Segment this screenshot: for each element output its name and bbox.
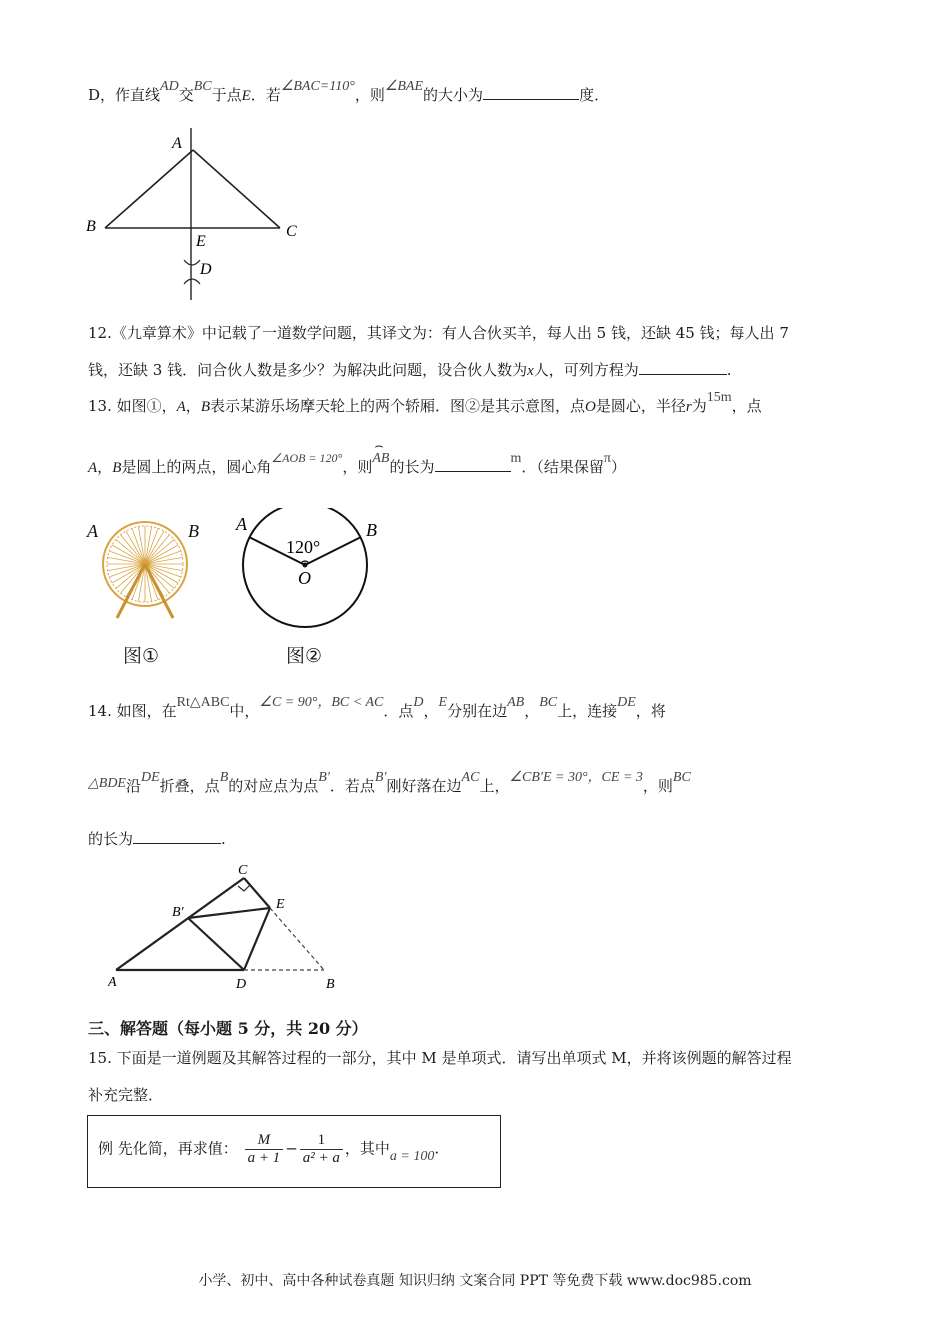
q14-l2c: DE: [141, 770, 160, 785]
q11-label-b: B: [86, 218, 96, 235]
q14-l2j: 刚好落在边: [386, 777, 462, 795]
q12-line2a: 钱，还缺 3 钱．问合伙人数是多少？为解决此问题，设合伙人数为: [88, 361, 528, 379]
q13-unit: m: [510, 451, 522, 466]
q13-o: O: [585, 399, 596, 415]
q14-line1: [88, 695, 666, 721]
example-value: a = 100: [389, 1148, 435, 1164]
q13-l1b: 表示某游乐场摩天轮上的两个轿厢．图②是其示意图，点: [209, 397, 585, 415]
q13-line2: [88, 438, 626, 477]
page-footer: 小学、初中、高中各种试卷真题 知识归纳 文案合同 PPT 等免费下载 www.doc985.com: [198, 1273, 752, 1289]
q14-l2n: ，则: [642, 777, 673, 795]
q11-bc: BC: [193, 79, 212, 94]
q14-l3end: .: [221, 830, 226, 848]
q14-l2b: 沿: [125, 777, 141, 795]
q11-angle: ∠BAC=110°: [280, 79, 355, 94]
fig2-caption: 图②: [286, 645, 323, 667]
q14-p6: ，: [524, 702, 540, 720]
q13-l1d: 为: [691, 397, 707, 415]
example-end: .: [434, 1139, 440, 1158]
q11-label-a: A: [172, 135, 182, 152]
fig2-angle: 120°: [286, 537, 321, 557]
q11-ad: AD: [160, 79, 179, 94]
q11-p3: 于点: [211, 86, 242, 104]
q14-line2: [88, 770, 691, 796]
q14-d: D: [413, 695, 424, 710]
q11-p4: ．若: [250, 86, 281, 104]
q13-circle-figure: [230, 508, 390, 638]
q13-b2: B: [112, 460, 122, 476]
q11-p5: ，则: [354, 86, 385, 104]
q13-comma2: ，: [97, 458, 113, 476]
q12-line2b: 人，可列方程为: [533, 361, 639, 379]
q14-l2g: B′: [318, 770, 330, 785]
q13-line1: [88, 390, 762, 416]
q13-l2a: 是圆上的两点，圆心角: [121, 458, 272, 476]
q13-l1c: 是圆心，半径: [595, 397, 686, 415]
fig1-label-b: B: [188, 521, 199, 541]
q12-line2: [88, 359, 732, 380]
q14-l2k: AC: [461, 770, 480, 785]
q13-comma: ，: [185, 397, 201, 415]
q14-de: DE: [617, 695, 636, 710]
q14-e: E: [438, 695, 448, 710]
fraction-m-num: M: [245, 1132, 284, 1150]
fraction-m-den: a + 1: [247, 1150, 281, 1166]
q13-radius: 15m: [706, 390, 732, 405]
q14-bc: BC: [539, 695, 558, 710]
q14-fig-a: A: [108, 975, 117, 990]
q14-cond: ∠C = 90°，BC < AC: [259, 695, 384, 710]
q13-arc-mark: ⌢: [374, 438, 384, 454]
q14-fig-bp: B′: [172, 905, 184, 920]
q14-l2d: 折叠，点: [159, 777, 220, 795]
fig2-label-a: A: [236, 514, 247, 534]
q11-text: [88, 79, 610, 105]
q13-arc: AB: [372, 451, 390, 466]
q13-angle: ∠AOB = 120°: [271, 451, 343, 465]
q13-answer-blank[interactable]: [435, 457, 511, 472]
fraction-one-den: a² + a: [302, 1150, 340, 1166]
q14-line3: [88, 828, 226, 849]
q12-line2c: .: [726, 361, 732, 379]
q14-l2a: △BDE: [88, 776, 126, 791]
q14-p7: 上，连接: [557, 702, 618, 720]
q13-pi: π: [603, 451, 611, 466]
minus-sign: −: [285, 1139, 298, 1158]
q14-l2e: B: [219, 770, 229, 785]
fig1-label-a: A: [87, 521, 98, 541]
q14-answer-blank[interactable]: [133, 829, 221, 844]
ferris-wheel-image: [85, 512, 215, 627]
q13-l1e: ，点: [731, 397, 762, 415]
q14-p2: 中，: [229, 702, 260, 720]
q13-r: r: [685, 399, 692, 415]
q12-x: x: [527, 363, 534, 379]
q11-label-c: C: [286, 223, 297, 240]
example-prefix: 例 先化简，再求值：: [98, 1139, 238, 1158]
q14-l3: 的长为: [88, 830, 134, 848]
example-box: [87, 1115, 501, 1188]
q12-line1: 12.《九章算术》中记载了一道数学问题，其译文为：有人合伙买羊，每人出 5 钱，还缺 45 钱；每人出 7: [88, 324, 789, 342]
q13-l2d: ．（结果保留: [521, 458, 604, 476]
q13-a: A: [176, 399, 186, 415]
q14-p5: 分别在边: [447, 702, 508, 720]
fig2-label-o: O: [298, 568, 311, 588]
q11-p7: 度．: [579, 86, 610, 104]
q14-ab: AB: [507, 695, 525, 710]
q14-fig-b: B: [326, 977, 335, 992]
q15-line1: 15. 下面是一道例题及其解答过程的一部分，其中 M 是单项式．请写出单项式 M，并将该例题的解答过程: [88, 1049, 792, 1067]
q14-l2i: B′: [374, 770, 387, 785]
q14-l2h: ．若点: [329, 777, 375, 795]
q14-l2m: ∠CB′E = 30°，CE = 3: [509, 770, 643, 785]
example-content: [98, 1132, 439, 1167]
q11-label-e: E: [196, 233, 206, 250]
q15-line2: 补充完整．: [88, 1086, 164, 1104]
fig2-label-b: B: [366, 520, 377, 540]
q14-tri: Rt△ABC: [176, 695, 230, 710]
q11-p6: 的大小为: [423, 86, 484, 104]
q11-answer-blank[interactable]: [483, 85, 579, 100]
q13-a2: A: [88, 460, 98, 476]
q14-l2l: 上，: [479, 777, 510, 795]
fig1-caption: 图①: [123, 645, 160, 667]
q14-p3: ．点: [383, 702, 414, 720]
q13-l2c: 的长为: [389, 458, 435, 476]
q11-angle2: ∠BAE: [384, 79, 424, 94]
q11-figure: [80, 128, 320, 308]
q14-l2f: 的对应点为点: [228, 777, 319, 795]
fraction-one: [300, 1132, 343, 1167]
q13-l1a: 13. 如图①，: [88, 397, 177, 415]
q14-p8: ，将: [635, 702, 666, 720]
section-heading: 三、解答题（每小题 5 分，共 20 分）: [88, 1019, 368, 1038]
q11-p1: D，作直线: [88, 86, 161, 104]
example-mid: ，其中: [344, 1139, 390, 1158]
q11-e: E: [241, 88, 251, 104]
q14-fig-c: C: [238, 863, 248, 878]
fraction-m: [245, 1132, 284, 1167]
q14-fig-d: D: [236, 977, 247, 992]
fraction-one-num: 1: [300, 1132, 343, 1150]
q14-l2o: BC: [672, 770, 691, 785]
q13-l2b: ，则: [342, 458, 373, 476]
q14-p4: ，: [423, 702, 439, 720]
q13-b: B: [200, 399, 210, 415]
q14-fig-e: E: [276, 897, 285, 912]
q14-figure: [108, 858, 348, 996]
q13-l2e: ）: [610, 458, 626, 476]
q12-answer-blank[interactable]: [639, 360, 727, 375]
q11-label-d: D: [200, 261, 212, 278]
q11-p2: 交: [178, 86, 194, 104]
q14-p1: 14. 如图，在: [88, 702, 177, 720]
